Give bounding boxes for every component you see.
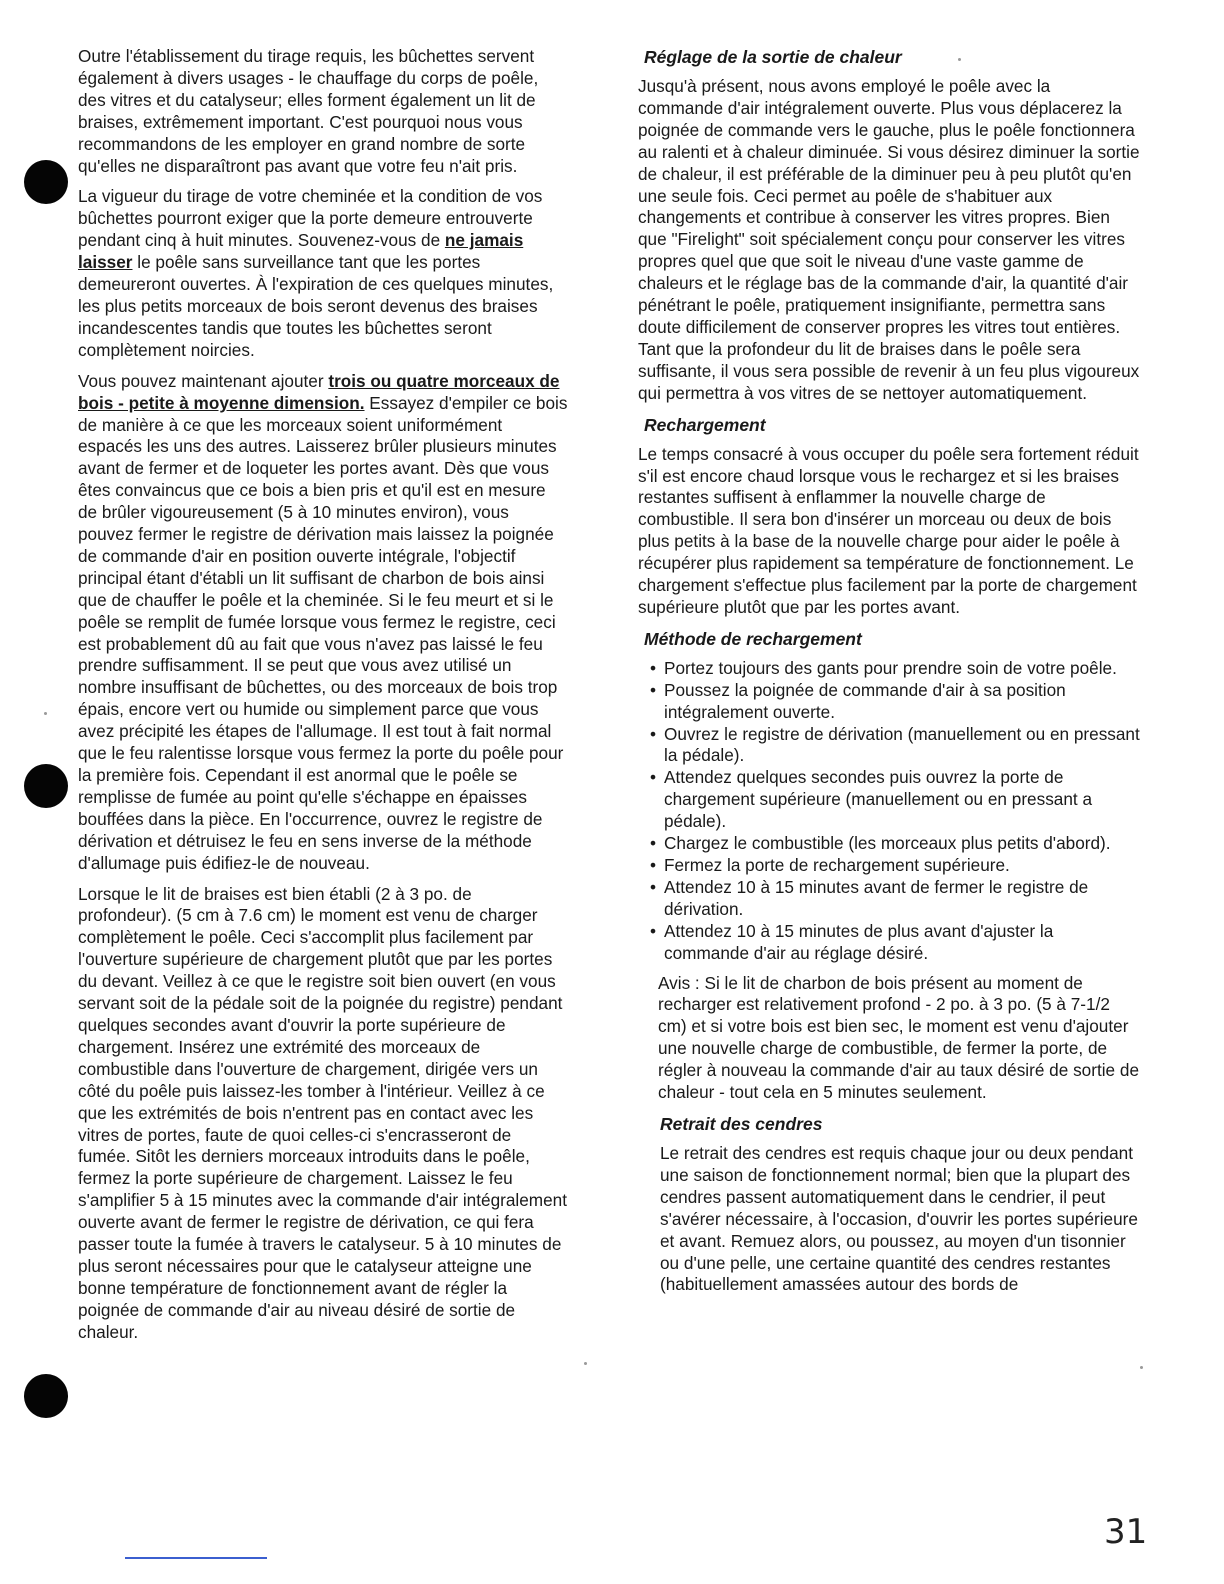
heading-reloading: Rechargement xyxy=(644,414,766,435)
bullet-icon: • xyxy=(650,723,657,744)
list-item: • Attendez 10 à 15 minutes avant de fermer le registre de dérivation. xyxy=(650,876,1089,919)
paragraph-add-wood xyxy=(78,371,568,875)
list-item: • Fermez la porte de rechargement supérieure. xyxy=(650,855,1010,875)
paragraph-ash-removal: Le retrait des cendres est requis chaque jour ou deux pendant une saison de fonctionnement normal; bien que la plupart des cendres passent automatiquement dans le cendrier, il peut s'avérer nécessaire, à l'occasion, d'ouvrir les portes supérieure et avant. Remuez alors, ou poussez, au moyen d'un tisonnier ou d'une pelle, une certaine quantité des cendres restantes (habituellement amassées autour des bords de xyxy=(660,1142,1138,1295)
bullet-icon: • xyxy=(650,855,657,875)
bullet-icon: • xyxy=(650,767,657,788)
bullet-icon: • xyxy=(650,833,657,854)
bullet-icon: • xyxy=(650,657,657,678)
list-item: • Attendez quelques secondes puis ouvrez la porte de chargement supérieure (manuellement ou en pressant a pédale). xyxy=(650,767,1093,832)
scan-speck xyxy=(1140,1366,1143,1369)
paragraph-draft-text-b: le poêle sans surveillance tant que les portes demeureront ouvertes. À l'expiration de ces quelques minutes, les plus petits morceaux de bois seront devenus des braises incandescentes tandis que toutes les bûchettes seront complètement noircies. xyxy=(78,252,554,360)
bullet-icon: • xyxy=(650,876,657,897)
list-item: • Chargez le combustible (les morceaux plus petits d'abord). xyxy=(650,833,1111,854)
heading-reload-method: Méthode de rechargement xyxy=(644,628,862,649)
heading-heat-output: Réglage de la sortie de chaleur xyxy=(644,47,902,67)
reload-steps-list xyxy=(648,658,1140,965)
paragraph-draft-text-a: La vigueur du tirage de votre cheminée et la condition de vos bûchettes pourront exiger que la porte demeure entrouverte pendant cinq à huit minutes. Souvenez-vous de xyxy=(78,186,543,251)
paragraph-full-load: Lorsque le lit de braises est bien établi (2 à 3 po. de profondeur). (5 cm à 7.6 cm) le moment est venu de charger complètement le poêle. Ceci s'accomplit plus facilement par l'ouverture supérieure de chargement plutôt que par les portes du devant. Veillez à ce que le registre soit bien ouvert (en vous servant soit de la pédale soit de la poignée du registre) pendant quelques secondes avant d'ouvrir la porte supérieure de chargement. Insérez une extrémité des morceaux de combustible dans l'ouverture de chargement, dirigée vers un côté du poêle puis laissez-les tomber à l'intérieur. Veillez à ce que les extrémités de bois n'entrent pas en contact avec les vitres de portes, faute de quoi celles-ci s'encrasseront de fumée. Sitôt les derniers morceaux introduits dans le poêle, fermez la porte supérieure de chargement. Laissez le feu s'amplifier 5 à 15 minutes avec la commande d'air intégralement ouverte avant de fermer le registre de dérivation, ce qui fera passer toute la fumée à travers le catalyseur. 5 à 10 minutes de plus seront nécessaires pour que le catalyseur atteigne une bonne température de fonctionnement avant de régler la poignée de commande d'air au niveau désiré de sortie de chaleur. xyxy=(78,883,568,1342)
paragraph-reloading: Le temps consacré à vous occuper du poêle sera fortement réduit s'il est encore chaud lorsque vous le rechargez et si les braises restantes suffisent à enflammer la nouvelle charge de combustible. Il sera bon d'insérer un morceau ou deux de bois plus petits à la base de la nouvelle charge pour aider le poêle à récupérer plus rapidement sa température de fonctionnement. Le chargement s'effectue plus facilement par la porte de chargement supérieure plutôt que par les portes avant. xyxy=(638,443,1139,617)
paragraph-heat-output: Jusqu'à présent, nous avons employé le poêle avec la commande d'air intégralement ouverte. Plus vous déplacerez la poignée de commande vers le gauche, plus le poêle fonctionnera au ralenti et à chaleur diminuée. Si vous désirez diminuer la sortie de chaleur, il est préférable de la diminuer peu à peu plutôt qu'en une seule fois. Ceci permet au poêle de s'habituer aux changements et contribue à conserver les vitres propres. Bien que "Firelight" soit spécialement conçu pour conserver les vitres propres quel que que soit le niveau d'une vaste gamme de chaleurs et le réglage bas de la commande d'air, la quantité d'air pénétrant le poêle, pratiquement insignifiante, permettra sans doute difficilement de conserver propres les vitres tout entières. Tant que la profondeur du lit de braises dans le poêle sera suffisante, il vous sera possible de revenir à un feu plus vigoureux qui permettra à vos vitres de se nettoyer automatiquement. xyxy=(638,76,1140,403)
list-item: • Ouvrez le registre de dérivation (manuellement ou en pressant la pédale). xyxy=(650,723,1140,766)
emphasis-wood-quantity: trois ou quatre morceaux de bois - petite à moyenne dimension. xyxy=(78,370,560,413)
warning-never-leave: ne jamais laisser xyxy=(78,230,524,273)
paragraph-add-wood-text-a: Vous pouvez maintenant ajouter xyxy=(78,370,329,391)
list-item: • Attendez 10 à 15 minutes de plus avant d'ajuster la commande d'air au réglage désiré. xyxy=(650,920,1054,963)
scan-speck xyxy=(584,1362,587,1365)
heading-ash-removal: Retrait des cendres xyxy=(660,1113,823,1134)
bullet-icon: • xyxy=(650,679,657,700)
paragraph-draft xyxy=(78,186,568,361)
paragraph-add-wood-text-b: Essayez d'empiler ce bois de manière à ce que les morceaux soient uniformément espacés les uns des autres. Laisserez brûler plusieurs minutes avant de fermer et de loqueter les portes avant. Dès que vous êtes convaincus que ce bois a bien pris et qu'il est en mesure de brûler vigoureusement (5 à 10 minutes environ), vous pouvez fermer le registre de dérivation mais laissez la poignée de commande d'air en position ouverte intégrale, l'objectif principal étant d'établi un lit suffisant de charbon de bois ainsi que de chauffer le poêle et la cheminée. Si le feu meurt et si le poêle se remplit de fumée lorsque vous fermez le registre, ceci est probablement dû au fait que vous n'avez pas laissé le feu prendre suffisamment. Il se peut que vous avez utilisé un nombre insuffisant de bûchettes, ou des morceaux de bois trop épais, encore vert ou humide ou simplement parce que vous avez précipité les étapes de l'allumage. Il est tout à fait normal que le feu ralentisse lorsque vous fermez la porte du poêle pour la première fois. Cependant il est anormal que le poêle se remplisse de fumée au point qu'elle s'échappe en épaisses bouffées dans la pièce. En l'occurrence, ouvrez le registre de dérivation et détruisez le feu en sens inverse de la méthode d'allumage puis édifiez-le de nouveau. xyxy=(78,392,568,873)
scan-speck xyxy=(44,712,47,715)
punch-hole-bottom xyxy=(24,1374,68,1418)
punch-hole-top xyxy=(24,160,68,204)
list-item: • Poussez la poignée de commande d'air à sa position intégralement ouverte. xyxy=(650,679,1066,722)
bullet-icon: • xyxy=(650,920,657,941)
paragraph-kindling: Outre l'établissement du tirage requis, les bûchettes servent également à divers usages - le chauffage du corps de poêle, des vitres et du catalyseur; elles forment également un lit de braises, extrêmement important. C'est pourquoi nous vous recommandons de les employer en grand nombre de sorte qu'elles ne disparaîtront pas avant que votre feu n'ait pris. xyxy=(78,46,539,176)
right-column xyxy=(638,46,1140,1305)
punch-hole-middle xyxy=(24,764,68,808)
left-column xyxy=(78,46,568,1353)
scan-edge-line xyxy=(125,1557,267,1559)
paragraph-notice: Avis : Si le lit de charbon de bois présent au moment de recharger est relativement profond - 2 po. à 3 po. (5 à 7-1/2 cm) et si votre bois est bien sec, le moment est venu d'ajouter une nouvelle charge de combustible, de fermer la porte, de régler à nouveau la commande d'air au taux désiré de sortie de chaleur - tout cela en 5 minutes seulement. xyxy=(658,972,1139,1103)
list-item: • Portez toujours des gants pour prendre soin de votre poêle. xyxy=(650,657,1117,678)
page-number: 31 xyxy=(1104,1512,1148,1552)
